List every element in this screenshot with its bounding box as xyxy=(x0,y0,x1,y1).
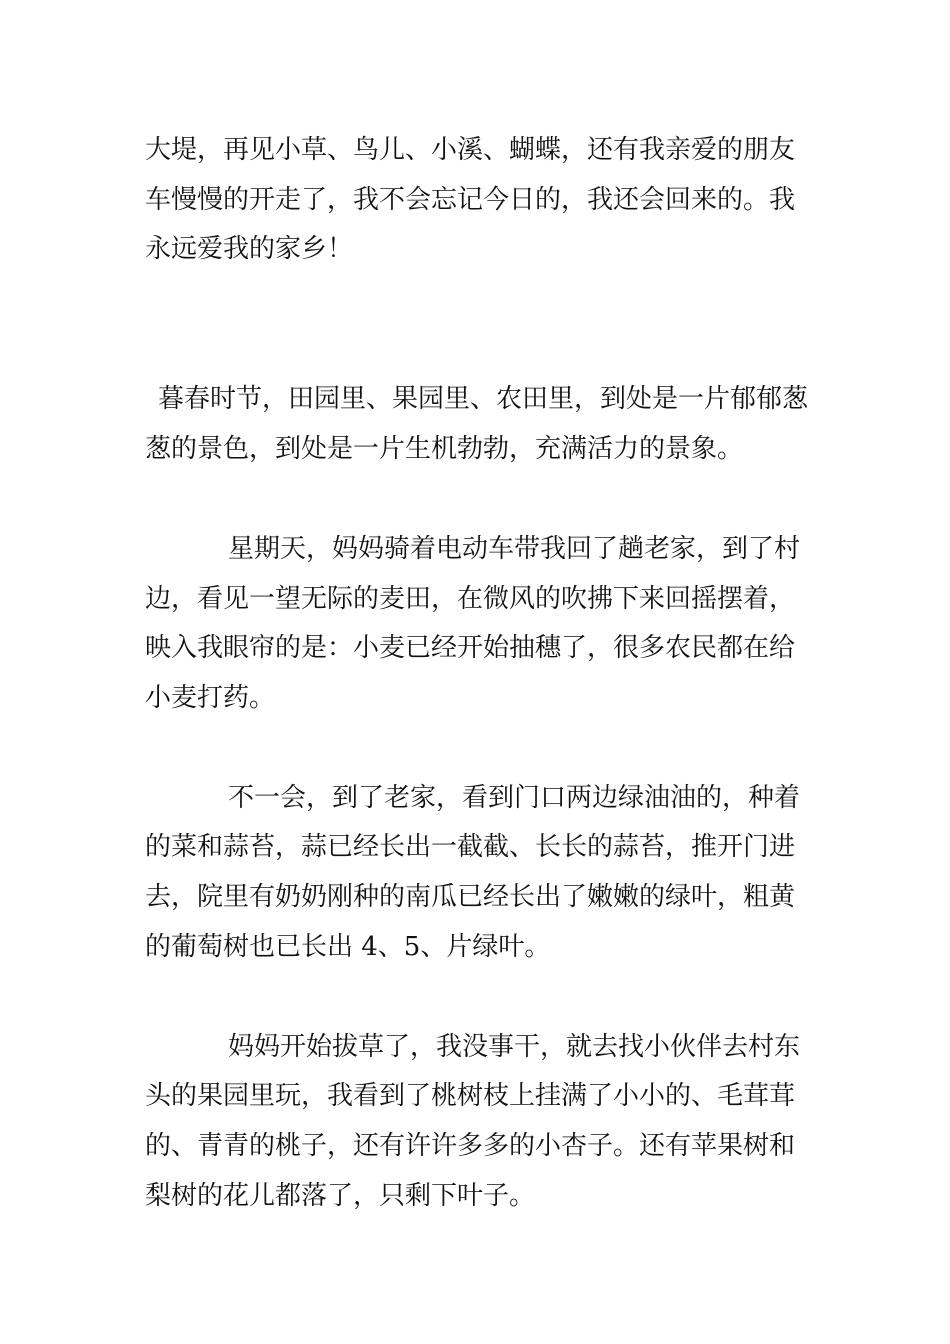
paragraph-4-line-4: 的葡萄树也已长出 4、5、片绿叶。 xyxy=(145,932,551,962)
paragraph-5-line-1: 妈妈开始拔草了，我没事干，就去找小伙伴去村东 xyxy=(228,1032,801,1062)
paragraph-3-line-4: 小麦打药。 xyxy=(145,683,276,713)
paragraph-2-line-1: 暮春时节，田园里、果园里、农田里，到处是一片郁郁葱 xyxy=(158,384,809,414)
paragraph-2-line-2: 葱的景色，到处是一片生机勃勃，充满活力的景象。 xyxy=(145,434,744,464)
paragraph-1-line-2: 车慢慢的开走了，我不会忘记今日的，我还会回来的。我 xyxy=(145,185,796,215)
paragraph-4-line-3: 去，院里有奶奶刚种的南瓜已经长出了嫩嫩的绿叶，粗黄 xyxy=(145,882,796,912)
paragraph-3-line-2: 边，看见一望无际的麦田，在微风的吹拂下来回摇摆着， xyxy=(145,584,796,614)
paragraph-3-line-1: 星期天，妈妈骑着电动车带我回了趟老家，到了村 xyxy=(228,534,801,564)
paragraph-4-line-1: 不一会，到了老家，看到门口两边绿油油的，种着 xyxy=(228,783,801,813)
paragraph-5-line-4: 梨树的花儿都落了，只剩下叶子。 xyxy=(145,1181,536,1211)
paragraph-3-line-3: 映入我眼帘的是：小麦已经开始抽穗了，很多农民都在给 xyxy=(145,633,796,663)
paragraph-1-line-3: 永远爱我的家乡！ xyxy=(145,234,354,264)
paragraph-5-line-3: 的、青青的桃子，还有许许多多的小杏子。还有苹果树和 xyxy=(145,1131,796,1161)
paragraph-4-line-2: 的菜和蒜苔，蒜已经长出一截截、长长的蒜苔，推开门进 xyxy=(145,832,796,862)
paragraph-5-line-2: 头的果园里玩，我看到了桃树枝上挂满了小小的、毛茸茸 xyxy=(145,1081,796,1111)
paragraph-1-line-1: 大堤，再见小草、鸟儿、小溪、蝴蝶，还有我亲爱的朋友 xyxy=(145,135,796,165)
